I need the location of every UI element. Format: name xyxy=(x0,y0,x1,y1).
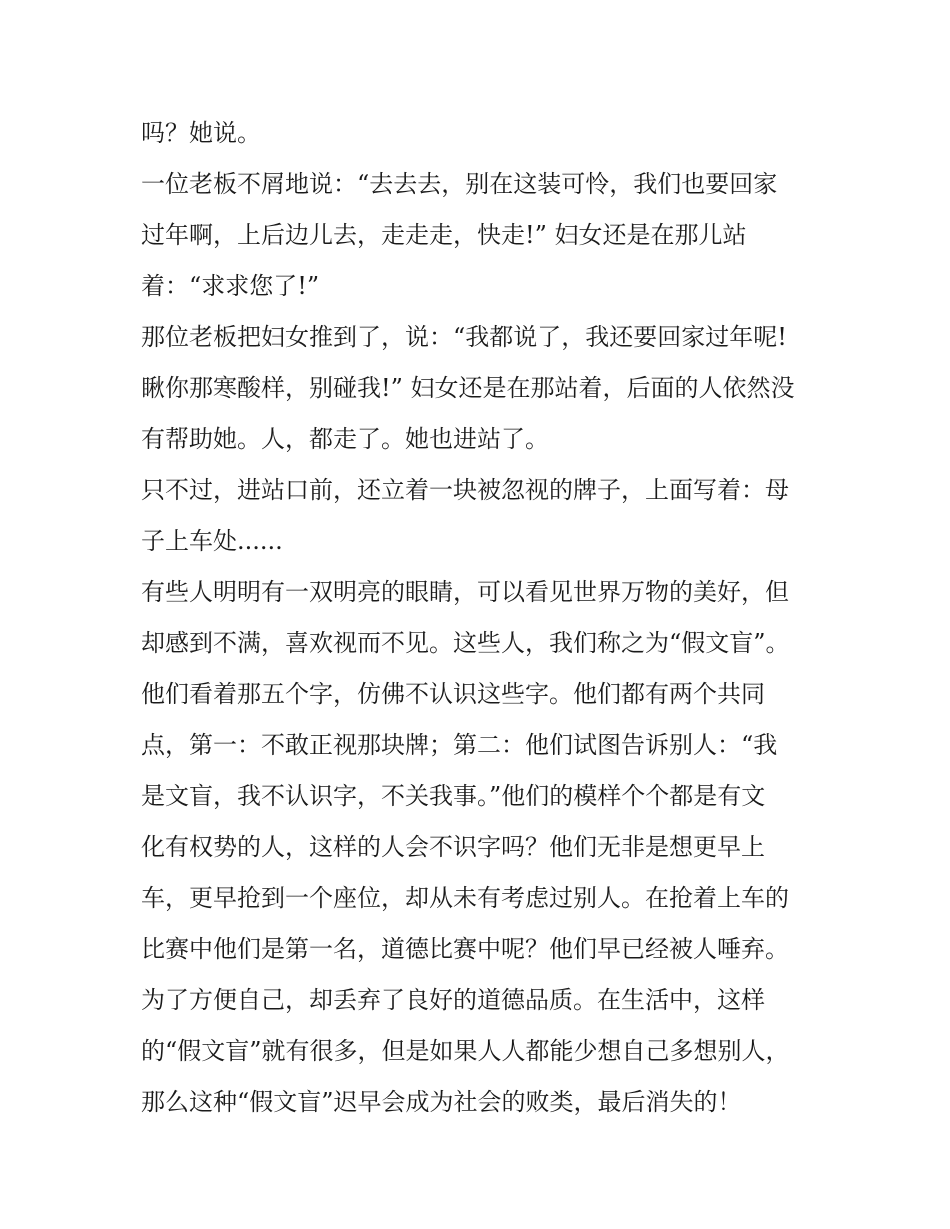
text-line: 却感到不满，喜欢视而不见。这些人，我们称之为“假文盲”。 xyxy=(141,629,790,657)
text-line: 那位老板把妇女推到了，说：“我都说了，我还要回家过年呢! xyxy=(141,323,787,351)
text-line: 他们看着那五个字，仿佛不认识这些字。他们都有两个共同 xyxy=(141,680,765,708)
text-line: 只不过，进站口前，还立着一块被忽视的牌子，上面写着：母 xyxy=(141,476,789,504)
text-line: 子上车处...... xyxy=(141,527,283,555)
text-line: 化有权势的人，这样的人会不识字吗？他们无非是想更早上 xyxy=(141,833,765,861)
text-line: 那么这种“假文盲”迟早会成为社会的败类，最后消失的！ xyxy=(141,1088,742,1116)
document-body xyxy=(141,108,821,1128)
text-line: 点，第一：不敢正视那块牌；第二：他们试图告诉别人：“我 xyxy=(141,731,778,759)
text-line: 有帮助她。人，都走了。她也进站了。 xyxy=(141,425,549,453)
text-line: 比赛中他们是第一名，道德比赛中呢？他们早已经被人唾弃。 xyxy=(141,935,789,963)
text-line: 吗？她说。 xyxy=(141,119,261,147)
text-line: 着：“求求您了!” xyxy=(141,272,320,300)
text-line: 有些人明明有一双明亮的眼睛，可以看见世界万物的美好，但 xyxy=(141,578,789,606)
text-line: 一位老板不屑地说：“去去去，别在这装可怜，我们也要回家 xyxy=(141,170,778,198)
text-line: 为了方便自己，却丢弃了良好的道德品质。在生活中，这样 xyxy=(141,986,765,1014)
text-line: 是文盲，我不认识字，不关我事。”他们的模样个个都是有文 xyxy=(141,782,766,810)
text-line: 的“假文盲”就有很多，但是如果人人都能少想自己多想别人， xyxy=(141,1037,790,1065)
text-line: 车，更早抢到一个座位，却从未有考虑过别人。在抢着上车的 xyxy=(141,884,789,912)
text-line: 过年啊，上后边儿去，走走走，快走!” 妇女还是在那儿站 xyxy=(141,221,747,249)
text-line: 瞅你那寒酸样，别碰我!” 妇女还是在那站着，后面的人依然没 xyxy=(141,374,795,402)
